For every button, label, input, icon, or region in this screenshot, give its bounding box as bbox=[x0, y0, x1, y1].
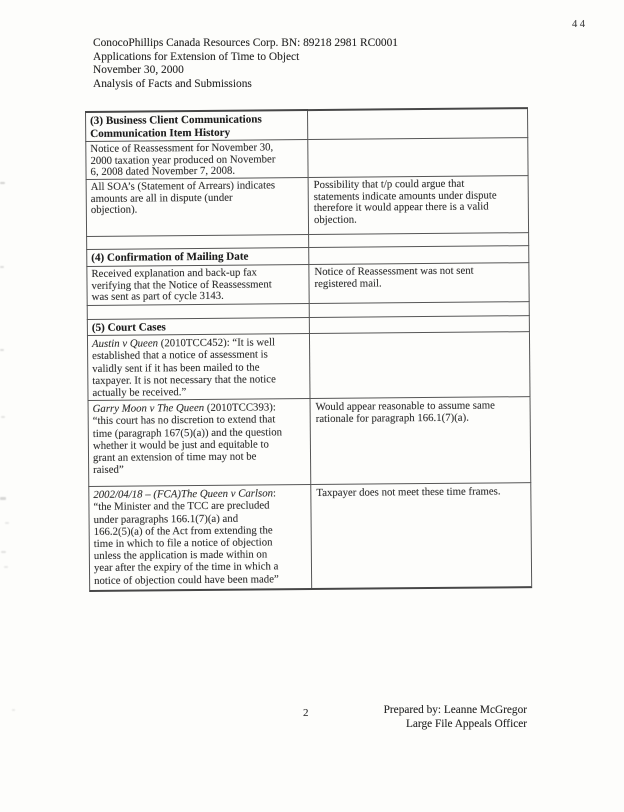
cell-case-carlson bbox=[89, 485, 312, 591]
cell-section-5-right-empty bbox=[309, 315, 529, 334]
document-header bbox=[93, 37, 398, 91]
header-line-date: November 30, 2000 bbox=[93, 64, 184, 77]
case-name-carlson: 2002/04/18 – (FCA)The Queen v Carlson bbox=[93, 487, 274, 502]
analysis-table-wrap bbox=[85, 107, 532, 592]
case-quote-garry-moon: (2010TCC393): “this court has no discretion to extend that time (paragraph 167(5)(a)) and the question whether it would be just and equitable to grant an extension of time may not be raised” bbox=[92, 401, 283, 477]
page-number-top-right: 44 bbox=[572, 19, 588, 30]
header-line-subject: Applications for Extension of Time to Object bbox=[93, 50, 300, 63]
prepared-title-line: Large File Appeals Officer bbox=[406, 717, 527, 730]
cell-section-5-title bbox=[87, 317, 309, 336]
cell-submission-garry-moon: Would appear reasonable to assume same rationale for paragraph 166.1(7)(a). bbox=[310, 397, 531, 485]
section-3-line-2: Communication Item History bbox=[90, 126, 231, 140]
scan-artifact bbox=[1, 416, 5, 418]
case-name-garry-moon: Garry Moon v The Queen bbox=[92, 402, 205, 416]
cell-notice-right-empty bbox=[308, 138, 528, 178]
table-row-soa bbox=[86, 176, 528, 237]
case-quote-austin: (2010TCC452): “It is well established that a notice of assessment is validly sent if it has been mailed to the taxpayer. It is not necessary that the notice actually be received.” bbox=[92, 336, 276, 399]
prepared-by-block bbox=[384, 704, 527, 732]
cell-section-3-title bbox=[86, 110, 308, 142]
cell-section-4-right-empty bbox=[309, 246, 529, 265]
prepared-by-line: Prepared by: Leanne McGregor bbox=[383, 704, 527, 716]
cell-fact-soa: All SOA’s (Statement of Arrears) indicates amounts are all in dispute (under objection). bbox=[86, 178, 308, 237]
facts-and-submissions-table bbox=[85, 107, 532, 592]
table-row-notice-reassessment bbox=[86, 138, 528, 180]
header-line-section: Analysis of Facts and Submissions bbox=[93, 77, 252, 90]
cell-fact-mailing: Received explanation and back-up fax verifying that the Notice of Reassessment was sent as part of cycle 3143. bbox=[87, 265, 309, 305]
cell-submission-mailing: Notice of Reassessment was not sent registered mail. bbox=[309, 263, 529, 303]
scan-artifact bbox=[12, 709, 15, 711]
cell-case-austin-right-empty bbox=[309, 332, 530, 399]
cell-case-austin bbox=[87, 334, 310, 401]
table-row-case-carlson bbox=[89, 483, 532, 591]
section-4-line-1: (4) Confirmation of Mailing Date bbox=[91, 250, 249, 265]
case-quote-carlson: : “the Minister and the TCC are precluded under paragraphs 166.1(7)(a) and 166.2(5)(a) of the Act from extending the time in which to file a notice of objection unless the application is made within on year after the expiry of the time in which a notice of objection could have been made” bbox=[93, 487, 279, 587]
cell-submission-carlson: Taxpayer does not meet these time frames. bbox=[311, 483, 532, 589]
table-row-section-3 bbox=[86, 108, 528, 142]
section-3-line-1: (3) Business Client Communications bbox=[90, 113, 262, 127]
scan-artifact bbox=[5, 522, 9, 524]
cell-section-4-title bbox=[87, 248, 309, 267]
scan-artifact bbox=[0, 497, 6, 500]
cell-fact-notice: Notice of Reassessment for November 30, 2000 taxation year produced on November 6, 2008 dated November 7, 2008. bbox=[86, 140, 308, 180]
cell-case-garry-moon bbox=[88, 399, 311, 487]
section-5-line-1: (5) Court Cases bbox=[91, 320, 166, 334]
scan-artifact bbox=[0, 266, 4, 268]
scan-artifact bbox=[4, 566, 8, 568]
scan-artifact bbox=[1, 551, 6, 553]
case-name-austin: Austin v Queen bbox=[91, 337, 159, 351]
table-row-mailing-confirmation bbox=[87, 263, 529, 305]
scan-artifact bbox=[0, 182, 5, 184]
cell-submission-soa: Possibility that t/p could argue that statements indicate amounts under dispute therefore it would appear there is a valid objection. bbox=[308, 176, 528, 235]
cell-section-3-right-empty bbox=[308, 108, 528, 140]
header-line-company: ConocoPhillips Canada Resources Corp. BN: 89218 2981 RC0001 bbox=[93, 37, 399, 49]
page-number-bottom: 2 bbox=[303, 707, 309, 719]
table-row-case-austin bbox=[87, 332, 530, 401]
scan-artifact bbox=[0, 349, 4, 351]
table-row-case-garry-moon bbox=[88, 397, 531, 487]
